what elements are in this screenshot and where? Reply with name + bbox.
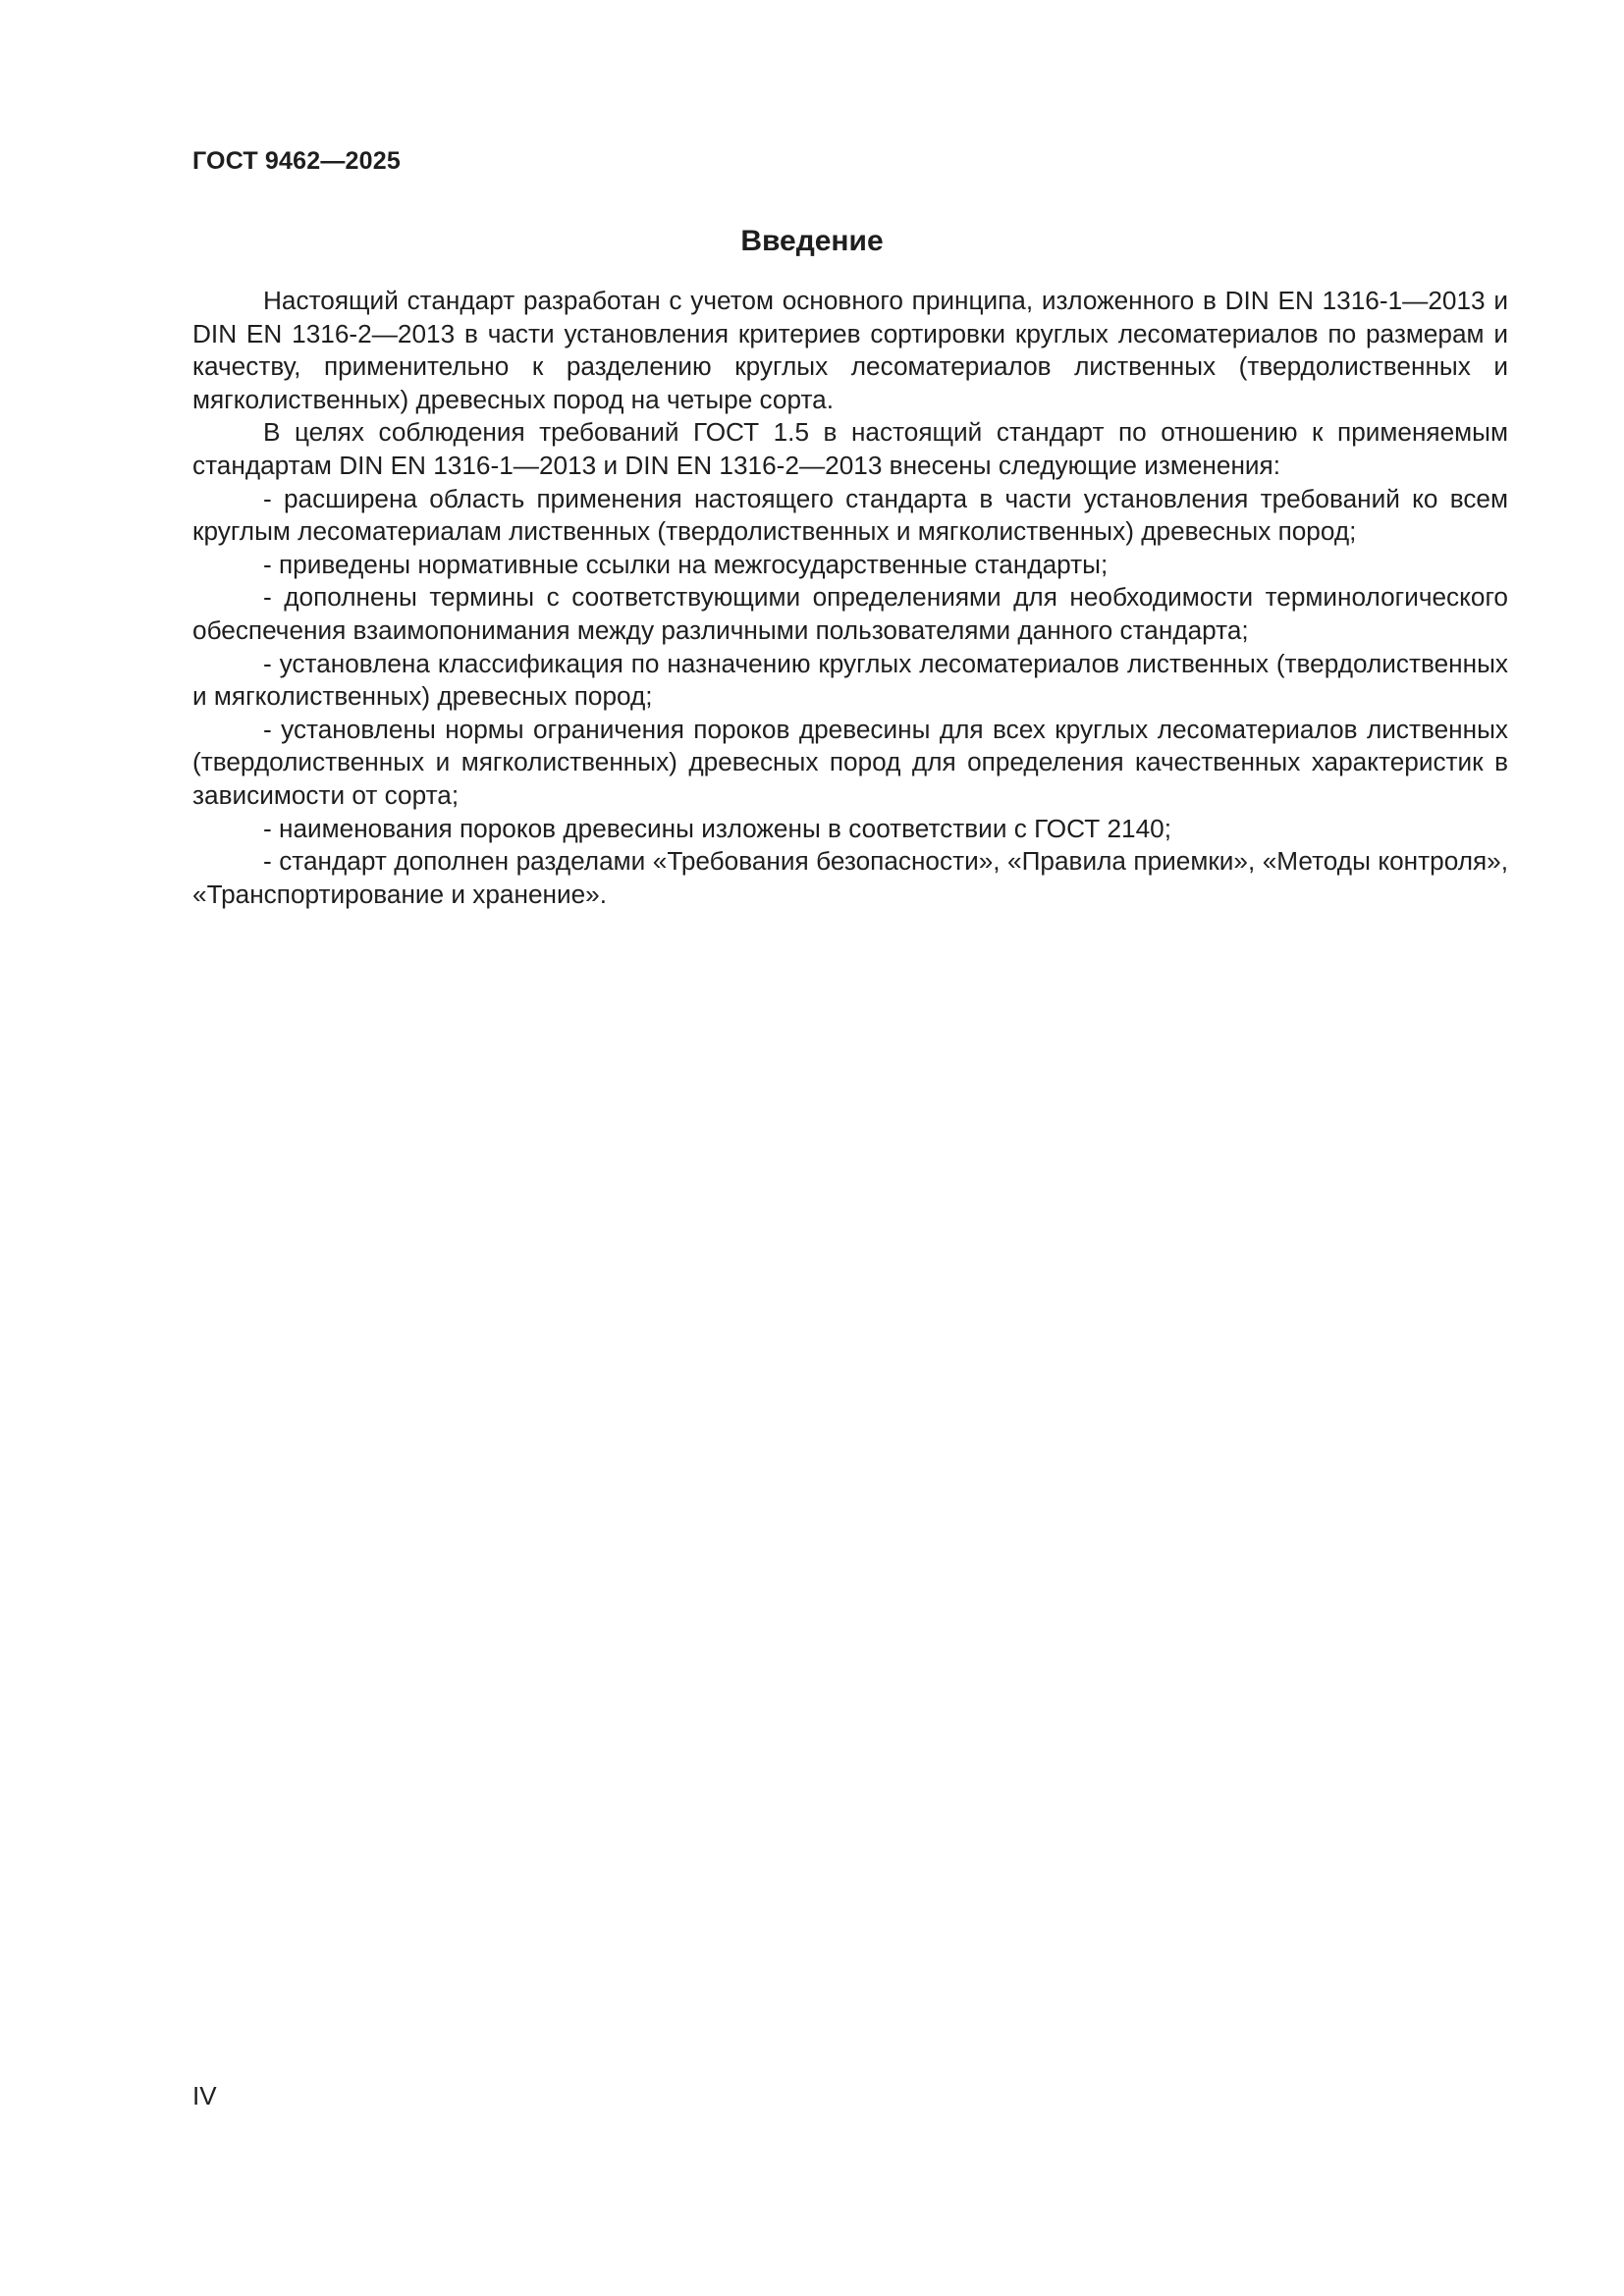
list-item: - установлена классификация по назначению круглых лесоматериалов лиственных (твердолиственных и мягколиственных) древесных пород; bbox=[192, 648, 1508, 712]
list-item: - приведены нормативные ссылки на межгосударственные стандарты; bbox=[263, 549, 1109, 579]
introduction-body bbox=[192, 285, 1508, 911]
list-item: - расширена область применения настоящего стандарта в части установления требований ко всем круглым лесоматериалам лиственных (твердолиственных и мягколиственных) древесных пород; bbox=[192, 483, 1508, 547]
list-item: - дополнены термины с соответствующими определениями для необходимости терминологического обеспечения взаимопонимания между различными пользователями данного стандарта; bbox=[192, 582, 1508, 645]
section-title: Введение bbox=[740, 225, 884, 257]
list-item: - стандарт дополнен разделами «Требования безопасности», «Правила приемки», «Методы контроля», «Транспортирование и хранение». bbox=[192, 846, 1508, 909]
paragraph: В целях соблюдения требований ГОСТ 1.5 в настоящий стандарт по отношению к применяемым стандартам DIN EN 1316-1—2013 и DIN EN 1316-2—2013 внесены следующие изменения: bbox=[192, 417, 1508, 480]
document-code: ГОСТ 9462—2025 bbox=[192, 147, 401, 175]
list-item: - наименования пороков древесины изложены в соответствии с ГОСТ 2140; bbox=[263, 813, 1172, 843]
paragraph: Настоящий стандарт разработан с учетом основного принципа, изложенного в DIN EN 1316-1—2013 и DIN EN 1316-2—2013 в части установления критериев сортировки круглых лесоматериалов по размерам и качеству, применительно к разделению круглых лесоматериалов лиственных (твердолиственных и мягколиственных) древесных пород на четыре сорта. bbox=[192, 286, 1508, 414]
list-item: - установлены нормы ограничения пороков древесины для всех круглых лесоматериалов лиственных (твердолиственных и мягколиственных) древесных пород для определения качественных характеристик в зависимости от сорта; bbox=[192, 714, 1508, 810]
page-number: IV bbox=[192, 2081, 217, 2110]
